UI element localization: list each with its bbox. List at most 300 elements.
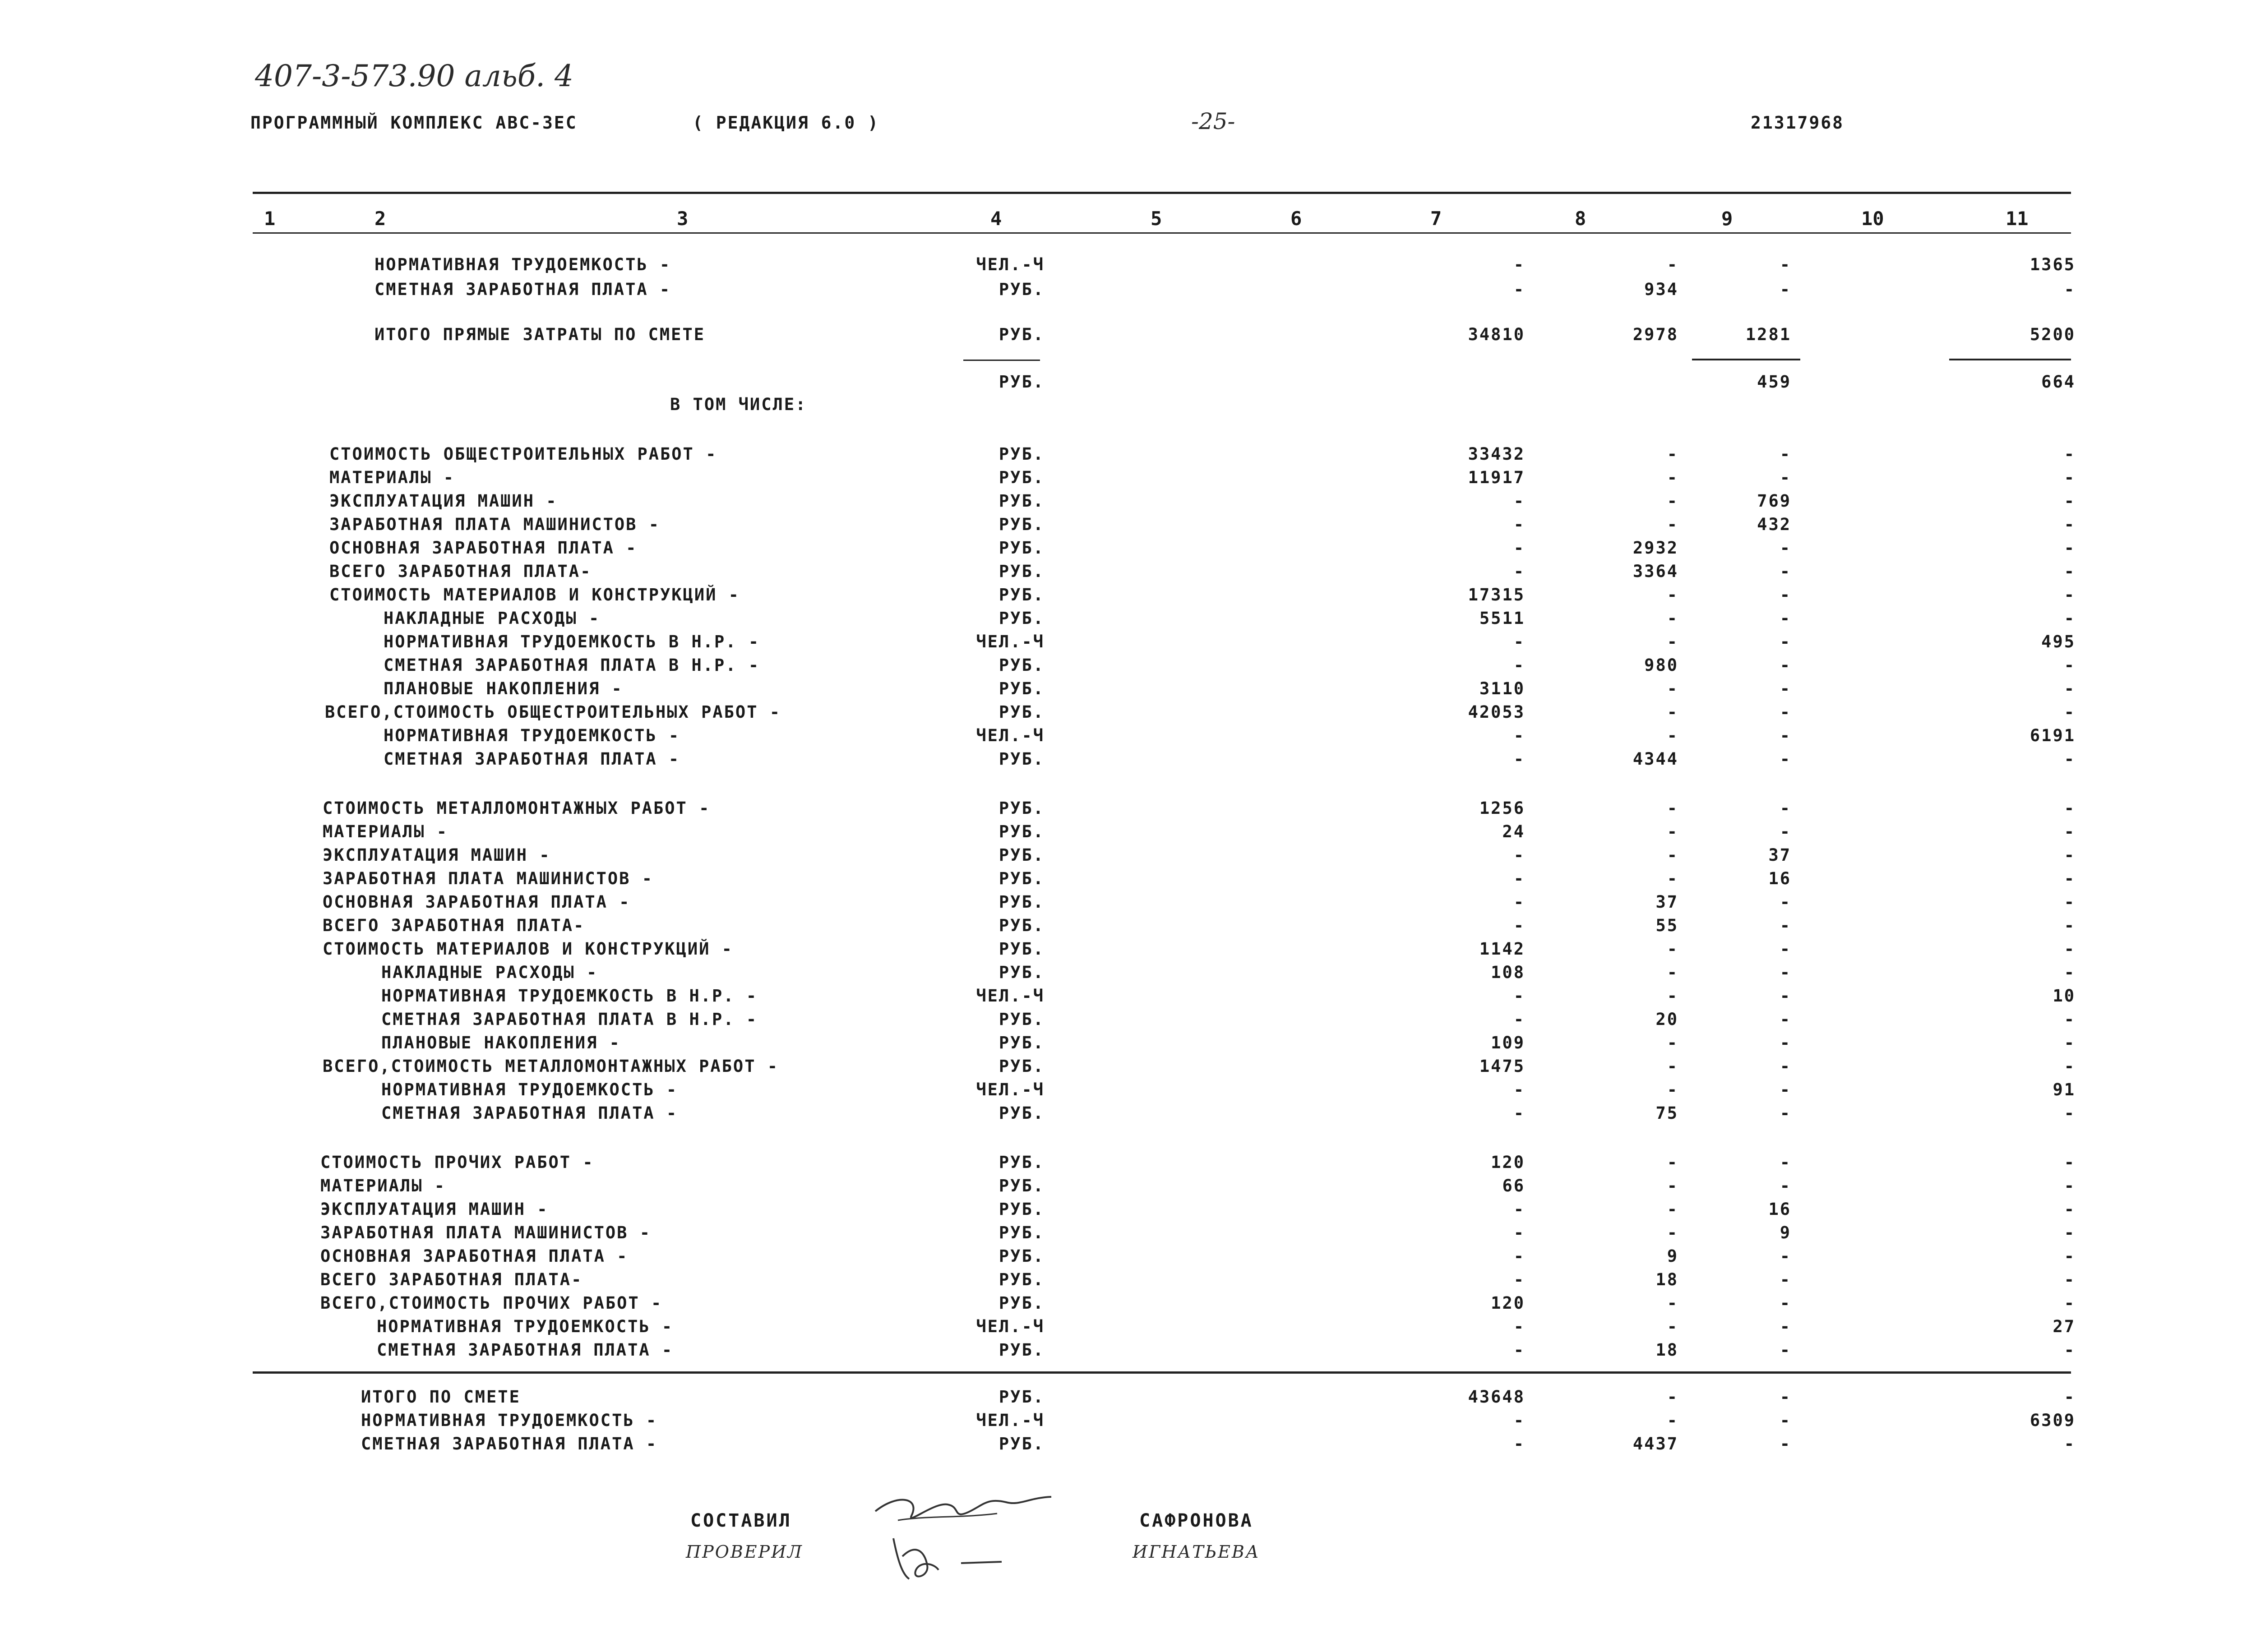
- row-label: НОРМАТИВНАЯ ТРУДОЕМКОСТЬ -: [384, 726, 680, 745]
- row-col9: -: [1780, 1176, 1791, 1195]
- row-label: СТОИМОСТЬ ОБЩЕСТРОИТЕЛЬНЫХ РАБОТ -: [329, 444, 717, 464]
- row-col9: 9: [1780, 1223, 1791, 1242]
- row-unit: ЧЕЛ.-Ч: [976, 1411, 1045, 1430]
- row-col11: -: [2064, 1223, 2076, 1242]
- row-col11: -: [2064, 655, 2076, 675]
- row-col11: 6191: [2029, 726, 2076, 745]
- row-col11: -: [2064, 749, 2076, 769]
- row-label: СМЕТНАЯ ЗАРАБОТНАЯ ПЛАТА В Н.Р. -: [384, 655, 760, 675]
- row-col9: -: [1780, 986, 1791, 1006]
- table-row: [0, 892, 2256, 916]
- table-row: [0, 1270, 2256, 1293]
- row-col7: -: [1513, 632, 1525, 651]
- row-unit: РУБ.: [999, 798, 1045, 818]
- row-label: ЭКСПЛУАТАЦИЯ МАШИН -: [320, 1200, 549, 1219]
- col-header-7: 7: [1430, 208, 1442, 230]
- row-col8: 37: [1655, 892, 1678, 912]
- row-col9: 16: [1768, 1200, 1791, 1219]
- row-col8: 4344: [1632, 749, 1678, 769]
- row-unit: РУБ.: [999, 280, 1045, 299]
- col-header-3: 3: [677, 208, 689, 230]
- row-label: ОСНОВНАЯ ЗАРАБОТНАЯ ПЛАТА -: [323, 892, 631, 912]
- row-unit: РУБ.: [999, 1153, 1045, 1172]
- row-col7: 120: [1491, 1293, 1525, 1313]
- row-col8: 75: [1655, 1103, 1678, 1123]
- row-col9: -: [1780, 468, 1791, 487]
- row-col11: -: [2064, 1340, 2076, 1360]
- col-header-4: 4: [990, 208, 1002, 230]
- row-label: МАТЕРИАЛЫ -: [320, 1176, 446, 1195]
- row-unit: РУБ.: [999, 1246, 1045, 1266]
- row-col7: 108: [1491, 963, 1525, 982]
- table-row: [0, 726, 2256, 749]
- row-col11: -: [2064, 1057, 2076, 1076]
- table-row: [0, 655, 2256, 679]
- row-label: В ТОМ ЧИСЛЕ:: [670, 395, 807, 414]
- row-unit: ЧЕЛ.-Ч: [976, 1080, 1045, 1099]
- program-title: ПРОГРАММНЫЙ КОМПЛЕКС АВС-3ЕС: [250, 113, 578, 133]
- row-unit: РУБ.: [999, 1200, 1045, 1219]
- table-row: [0, 585, 2256, 609]
- row-col11: 495: [2041, 632, 2076, 651]
- row-label: ЭКСПЛУАТАЦИЯ МАШИН -: [329, 491, 558, 511]
- row-unit: РУБ.: [999, 1103, 1045, 1123]
- col-header-10: 10: [1861, 208, 1884, 230]
- table-row: [0, 1434, 2256, 1458]
- row-col8: 9: [1667, 1246, 1678, 1266]
- row-unit: РУБ.: [999, 916, 1045, 935]
- table-row: [0, 1246, 2256, 1270]
- table-row: [0, 1176, 2256, 1200]
- row-col11: -: [2064, 609, 2076, 628]
- table-row: [0, 798, 2256, 822]
- row-col8: 980: [1644, 655, 1678, 675]
- row-col8: -: [1667, 939, 1678, 959]
- row-col9: -: [1780, 1270, 1791, 1289]
- row-col7: -: [1513, 986, 1525, 1006]
- row-col8: -: [1667, 986, 1678, 1006]
- row-col9: -: [1780, 255, 1791, 274]
- table-row: [0, 515, 2256, 538]
- table-row: [0, 963, 2256, 986]
- row-col9: -: [1780, 1080, 1791, 1099]
- row-col9: -: [1780, 655, 1791, 675]
- row-col8: -: [1667, 1176, 1678, 1195]
- row-label: НОРМАТИВНАЯ ТРУДОЕМКОСТЬ -: [377, 1317, 674, 1336]
- col-header-11: 11: [2006, 208, 2029, 230]
- row-col9: -: [1780, 679, 1791, 698]
- row-label: СМЕТНАЯ ЗАРАБОТНАЯ ПЛАТА -: [361, 1434, 658, 1454]
- total-rule-col4: [963, 360, 1040, 361]
- row-unit: РУБ.: [999, 1010, 1045, 1029]
- row-col9: 769: [1757, 491, 1791, 511]
- row-col7: 43648: [1468, 1387, 1525, 1407]
- row-col8: 18: [1655, 1340, 1678, 1360]
- row-col9: -: [1780, 939, 1791, 959]
- row-unit: РУБ.: [999, 822, 1045, 841]
- table-row: [0, 325, 2256, 348]
- row-col7: -: [1513, 1317, 1525, 1336]
- row-unit: РУБ.: [999, 1340, 1045, 1360]
- row-col11: -: [2064, 939, 2076, 959]
- row-col9: -: [1780, 280, 1791, 299]
- row-col11: -: [2064, 702, 2076, 722]
- row-unit: РУБ.: [999, 538, 1045, 558]
- compiled-by-label: СОСТАВИЛ: [690, 1510, 792, 1531]
- row-col11: -: [2064, 515, 2076, 534]
- row-label: СМЕТНАЯ ЗАРАБОТНАЯ ПЛАТА -: [384, 749, 680, 769]
- row-col8: 934: [1644, 280, 1678, 299]
- row-col8: -: [1667, 1317, 1678, 1336]
- row-label: НАКЛАДНЫЕ РАСХОДЫ -: [384, 609, 601, 628]
- row-label: НОРМАТИВНАЯ ТРУДОЕМКОСТЬ -: [381, 1080, 678, 1099]
- row-label: ВСЕГО ЗАРАБОТНАЯ ПЛАТА-: [320, 1270, 583, 1289]
- row-col9: 16: [1768, 869, 1791, 888]
- table-row: [0, 1411, 2256, 1434]
- row-col9: -: [1780, 1293, 1791, 1313]
- row-label: ЗАРАБОТНАЯ ПЛАТА МАШИНИСТОВ -: [323, 869, 654, 888]
- row-unit: РУБ.: [999, 679, 1045, 698]
- table-row: [0, 1033, 2256, 1057]
- row-col8: -: [1667, 515, 1678, 534]
- row-col7: -: [1513, 655, 1525, 675]
- row-col7: -: [1513, 255, 1525, 274]
- row-col11: -: [2064, 916, 2076, 935]
- row-col7: -: [1513, 1270, 1525, 1289]
- row-label: ВСЕГО,СТОИМОСТЬ ОБЩЕСТРОИТЕЛЬНЫХ РАБОТ -: [325, 702, 781, 722]
- row-col9: -: [1780, 562, 1791, 581]
- row-col8: -: [1667, 1200, 1678, 1219]
- table-row: [0, 749, 2256, 773]
- row-col7: -: [1513, 562, 1525, 581]
- table-row: [0, 822, 2256, 845]
- row-unit: РУБ.: [999, 372, 1045, 392]
- row-col8: -: [1667, 1057, 1678, 1076]
- table-row: [0, 1010, 2256, 1033]
- row-unit: ЧЕЛ.-Ч: [976, 726, 1045, 745]
- row-label: ЗАРАБОТНАЯ ПЛАТА МАШИНИСТОВ -: [329, 515, 661, 534]
- table-row: [0, 1080, 2256, 1103]
- row-col8: -: [1667, 1411, 1678, 1430]
- row-col11: -: [2064, 1033, 2076, 1052]
- row-col9: -: [1780, 585, 1791, 605]
- row-col7: 1256: [1479, 798, 1525, 818]
- row-label: СМЕТНАЯ ЗАРАБОТНАЯ ПЛАТА -: [377, 1340, 674, 1360]
- row-col11: 1365: [2029, 255, 2076, 274]
- row-col7: 66: [1502, 1176, 1525, 1195]
- row-col9: -: [1780, 1103, 1791, 1123]
- row-col11: -: [2064, 538, 2076, 558]
- row-unit: РУБ.: [999, 325, 1045, 344]
- row-col11: 664: [2041, 372, 2076, 392]
- table-row: [0, 1340, 2256, 1364]
- row-label: ВСЕГО ЗАРАБОТНАЯ ПЛАТА-: [329, 562, 592, 581]
- row-unit: РУБ.: [999, 892, 1045, 912]
- row-label: НОРМАТИВНАЯ ТРУДОЕМКОСТЬ В Н.Р. -: [381, 986, 758, 1006]
- row-col9: -: [1780, 726, 1791, 745]
- row-col11: -: [2064, 1434, 2076, 1454]
- row-col9: -: [1780, 609, 1791, 628]
- row-col9: -: [1780, 444, 1791, 464]
- row-unit: РУБ.: [999, 1223, 1045, 1242]
- row-unit: РУБ.: [999, 869, 1045, 888]
- row-col7: 3110: [1479, 679, 1525, 698]
- row-label: СМЕТНАЯ ЗАРАБОТНАЯ ПЛАТА -: [374, 280, 671, 299]
- row-unit: ЧЕЛ.-Ч: [976, 1317, 1045, 1336]
- row-unit: РУБ.: [999, 491, 1045, 511]
- row-col9: -: [1780, 632, 1791, 651]
- row-unit: РУБ.: [999, 609, 1045, 628]
- row-col9: -: [1780, 1411, 1791, 1430]
- col-header-6: 6: [1290, 208, 1302, 230]
- table-row: [0, 939, 2256, 963]
- row-col7: -: [1513, 280, 1525, 299]
- row-label: МАТЕРИАЛЫ -: [323, 822, 448, 841]
- row-col7: 42053: [1468, 702, 1525, 722]
- row-unit: РУБ.: [999, 1057, 1045, 1076]
- row-col11: 6309: [2029, 1411, 2076, 1430]
- table-row: [0, 869, 2256, 892]
- row-col11: -: [2064, 562, 2076, 581]
- row-unit: РУБ.: [999, 1033, 1045, 1052]
- row-col8: -: [1667, 798, 1678, 818]
- row-col11: -: [2064, 585, 2076, 605]
- row-unit: РУБ.: [999, 1434, 1045, 1454]
- row-col11: 10: [2053, 986, 2076, 1006]
- row-col7: -: [1513, 726, 1525, 745]
- row-col7: -: [1513, 845, 1525, 865]
- row-col11: -: [2064, 1246, 2076, 1266]
- row-col11: -: [2064, 1270, 2076, 1289]
- col-header-9: 9: [1721, 208, 1733, 230]
- total-rule-col9: [1692, 359, 1800, 360]
- row-col9: 1281: [1745, 325, 1791, 344]
- row-unit: РУБ.: [999, 963, 1045, 982]
- row-col11: -: [2064, 1153, 2076, 1172]
- row-label: ПЛАНОВЫЕ НАКОПЛЕНИЯ -: [384, 679, 623, 698]
- row-unit: РУБ.: [999, 468, 1045, 487]
- row-col7: -: [1513, 892, 1525, 912]
- row-label: ЗАРАБОТНАЯ ПЛАТА МАШИНИСТОВ -: [320, 1223, 652, 1242]
- row-label: СМЕТНАЯ ЗАРАБОТНАЯ ПЛАТА В Н.Р. -: [381, 1010, 758, 1029]
- checked-by-signature: [884, 1525, 1029, 1588]
- row-col8: -: [1667, 1153, 1678, 1172]
- row-label: ВСЕГО,СТОИМОСТЬ ПРОЧИХ РАБОТ -: [320, 1293, 663, 1313]
- row-col9: 432: [1757, 515, 1791, 534]
- row-col8: -: [1667, 679, 1678, 698]
- row-col8: -: [1667, 609, 1678, 628]
- table-row: [0, 538, 2256, 562]
- row-label: ВСЕГО ЗАРАБОТНАЯ ПЛАТА-: [323, 916, 585, 935]
- row-unit: РУБ.: [999, 939, 1045, 959]
- row-label: ИТОГО ПРЯМЫЕ ЗАТРАТЫ ПО СМЕТЕ: [374, 325, 706, 344]
- row-col8: -: [1667, 491, 1678, 511]
- row-col8: -: [1667, 845, 1678, 865]
- col-header-1: 1: [264, 208, 276, 230]
- table-row: [0, 679, 2256, 702]
- col-header-5: 5: [1151, 208, 1162, 230]
- row-col7: 1475: [1479, 1057, 1525, 1076]
- table-row: [0, 609, 2256, 632]
- row-col8: -: [1667, 255, 1678, 274]
- row-col11: -: [2064, 1103, 2076, 1123]
- row-col9: -: [1780, 798, 1791, 818]
- table-row: [0, 1293, 2256, 1317]
- row-col8: 2932: [1632, 538, 1678, 558]
- row-col8: -: [1667, 869, 1678, 888]
- row-col7: -: [1513, 1246, 1525, 1266]
- table-row: [0, 468, 2256, 491]
- row-label: СТОИМОСТЬ МЕТАЛЛОМОНТАЖНЫХ РАБОТ -: [323, 798, 711, 818]
- row-col9: -: [1780, 702, 1791, 722]
- row-col9: -: [1780, 749, 1791, 769]
- table-row: [0, 702, 2256, 726]
- row-unit: РУБ.: [999, 655, 1045, 675]
- row-col8: 18: [1655, 1270, 1678, 1289]
- row-col8: 3364: [1632, 562, 1678, 581]
- row-label: ЭКСПЛУАТАЦИЯ МАШИН -: [323, 845, 551, 865]
- row-col9: -: [1780, 538, 1791, 558]
- compiled-by-name: САФРОНОВА: [1139, 1510, 1253, 1531]
- row-col7: 24: [1502, 822, 1525, 841]
- row-col7: -: [1513, 538, 1525, 558]
- row-col7: 11917: [1468, 468, 1525, 487]
- checked-by-name: ИГНАТЬЕВА: [1133, 1542, 1260, 1562]
- row-col9: -: [1780, 1010, 1791, 1029]
- table-row: [0, 280, 2256, 303]
- row-col11: -: [2064, 280, 2076, 299]
- row-col7: -: [1513, 1340, 1525, 1360]
- row-label: ПЛАНОВЫЕ НАКОПЛЕНИЯ -: [381, 1033, 621, 1052]
- row-col9: -: [1780, 1153, 1791, 1172]
- row-col7: -: [1513, 1200, 1525, 1219]
- row-col7: -: [1513, 916, 1525, 935]
- row-col7: 120: [1491, 1153, 1525, 1172]
- table-row: [0, 562, 2256, 585]
- table-row: [0, 986, 2256, 1010]
- table-row: [0, 1317, 2256, 1340]
- row-col11: 91: [2053, 1080, 2076, 1099]
- row-col11: -: [2064, 892, 2076, 912]
- col-header-2: 2: [374, 208, 386, 230]
- col-header-8: 8: [1575, 208, 1586, 230]
- row-col11: -: [2064, 1293, 2076, 1313]
- page-number: -25-: [1191, 108, 1235, 134]
- row-col7: 33432: [1468, 444, 1525, 464]
- row-col7: 34810: [1468, 325, 1525, 344]
- row-col8: -: [1667, 1080, 1678, 1099]
- row-col8: 20: [1655, 1010, 1678, 1029]
- table-row: [0, 444, 2256, 468]
- table-top-rule: [253, 192, 2071, 194]
- row-label: МАТЕРИАЛЫ -: [329, 468, 455, 487]
- row-col8: -: [1667, 1223, 1678, 1242]
- row-unit: РУБ.: [999, 1387, 1045, 1407]
- row-col8: -: [1667, 585, 1678, 605]
- edition-label: ( РЕДАКЦИЯ 6.0 ): [693, 113, 880, 133]
- row-col9: 37: [1768, 845, 1791, 865]
- row-col8: 55: [1655, 916, 1678, 935]
- row-label: СТОИМОСТЬ МАТЕРИАЛОВ И КОНСТРУКЦИЙ -: [329, 585, 740, 605]
- row-label: ОСНОВНАЯ ЗАРАБОТНАЯ ПЛАТА -: [329, 538, 638, 558]
- table-row: [0, 845, 2256, 869]
- row-col11: -: [2064, 798, 2076, 818]
- row-col9: -: [1780, 1246, 1791, 1266]
- row-col8: -: [1667, 702, 1678, 722]
- row-unit: РУБ.: [999, 585, 1045, 605]
- row-col8: -: [1667, 1387, 1678, 1407]
- document-number: 21317968: [1751, 113, 1845, 133]
- row-col11: -: [2064, 468, 2076, 487]
- row-unit: РУБ.: [999, 562, 1045, 581]
- row-col9: -: [1780, 963, 1791, 982]
- row-col8: -: [1667, 632, 1678, 651]
- row-col7: 17315: [1468, 585, 1525, 605]
- row-col8: 2978: [1632, 325, 1678, 344]
- table-row: [0, 372, 2256, 396]
- row-col11: -: [2064, 963, 2076, 982]
- row-label: ВСЕГО,СТОИМОСТЬ МЕТАЛЛОМОНТАЖНЫХ РАБОТ -: [323, 1057, 779, 1076]
- total-rule-col11: [1949, 359, 2071, 360]
- row-col8: 4437: [1632, 1434, 1678, 1454]
- row-label: ОСНОВНАЯ ЗАРАБОТНАЯ ПЛАТА -: [320, 1246, 629, 1266]
- row-col8: -: [1667, 822, 1678, 841]
- row-col7: -: [1513, 749, 1525, 769]
- row-label: СМЕТНАЯ ЗАРАБОТНАЯ ПЛАТА -: [381, 1103, 678, 1123]
- handwritten-code: 407-3-573.90 альб. 4: [255, 59, 574, 93]
- row-col9: -: [1780, 1033, 1791, 1052]
- row-col11: 27: [2053, 1317, 2076, 1336]
- checked-by-label: ПРОВЕРИЛ: [686, 1542, 803, 1562]
- table-row: [0, 1153, 2256, 1176]
- row-col9: -: [1780, 1057, 1791, 1076]
- row-unit: РУБ.: [999, 1293, 1045, 1313]
- row-col11: -: [2064, 1176, 2076, 1195]
- row-col7: -: [1513, 1223, 1525, 1242]
- row-col11: 5200: [2029, 325, 2076, 344]
- row-col11: -: [2064, 845, 2076, 865]
- table-row: [0, 916, 2256, 939]
- row-col9: 459: [1757, 372, 1791, 392]
- row-unit: РУБ.: [999, 1270, 1045, 1289]
- row-label: ИТОГО ПО СМЕТЕ: [361, 1387, 521, 1407]
- table-row: [0, 255, 2256, 278]
- row-unit: РУБ.: [999, 444, 1045, 464]
- row-col8: -: [1667, 468, 1678, 487]
- row-unit: РУБ.: [999, 1176, 1045, 1195]
- header-bottom-rule: [253, 232, 2071, 234]
- row-unit: РУБ.: [999, 702, 1045, 722]
- row-label: СТОИМОСТЬ ПРОЧИХ РАБОТ -: [320, 1153, 594, 1172]
- row-col7: 5511: [1479, 609, 1525, 628]
- row-unit: РУБ.: [999, 749, 1045, 769]
- table-row: [0, 1057, 2256, 1080]
- row-col7: -: [1513, 1434, 1525, 1454]
- row-col8: -: [1667, 444, 1678, 464]
- table-row: [0, 1200, 2256, 1223]
- row-unit: ЧЕЛ.-Ч: [976, 986, 1045, 1006]
- row-unit: РУБ.: [999, 845, 1045, 865]
- row-col9: -: [1780, 1387, 1791, 1407]
- row-col9: -: [1780, 892, 1791, 912]
- totals-separator-rule: [253, 1371, 2071, 1374]
- row-label: СТОИМОСТЬ МАТЕРИАЛОВ И КОНСТРУКЦИЙ -: [323, 939, 733, 959]
- table-row: [0, 395, 2256, 418]
- row-col11: -: [2064, 1010, 2076, 1029]
- row-col7: 1142: [1479, 939, 1525, 959]
- row-col7: 109: [1491, 1033, 1525, 1052]
- row-col9: -: [1780, 822, 1791, 841]
